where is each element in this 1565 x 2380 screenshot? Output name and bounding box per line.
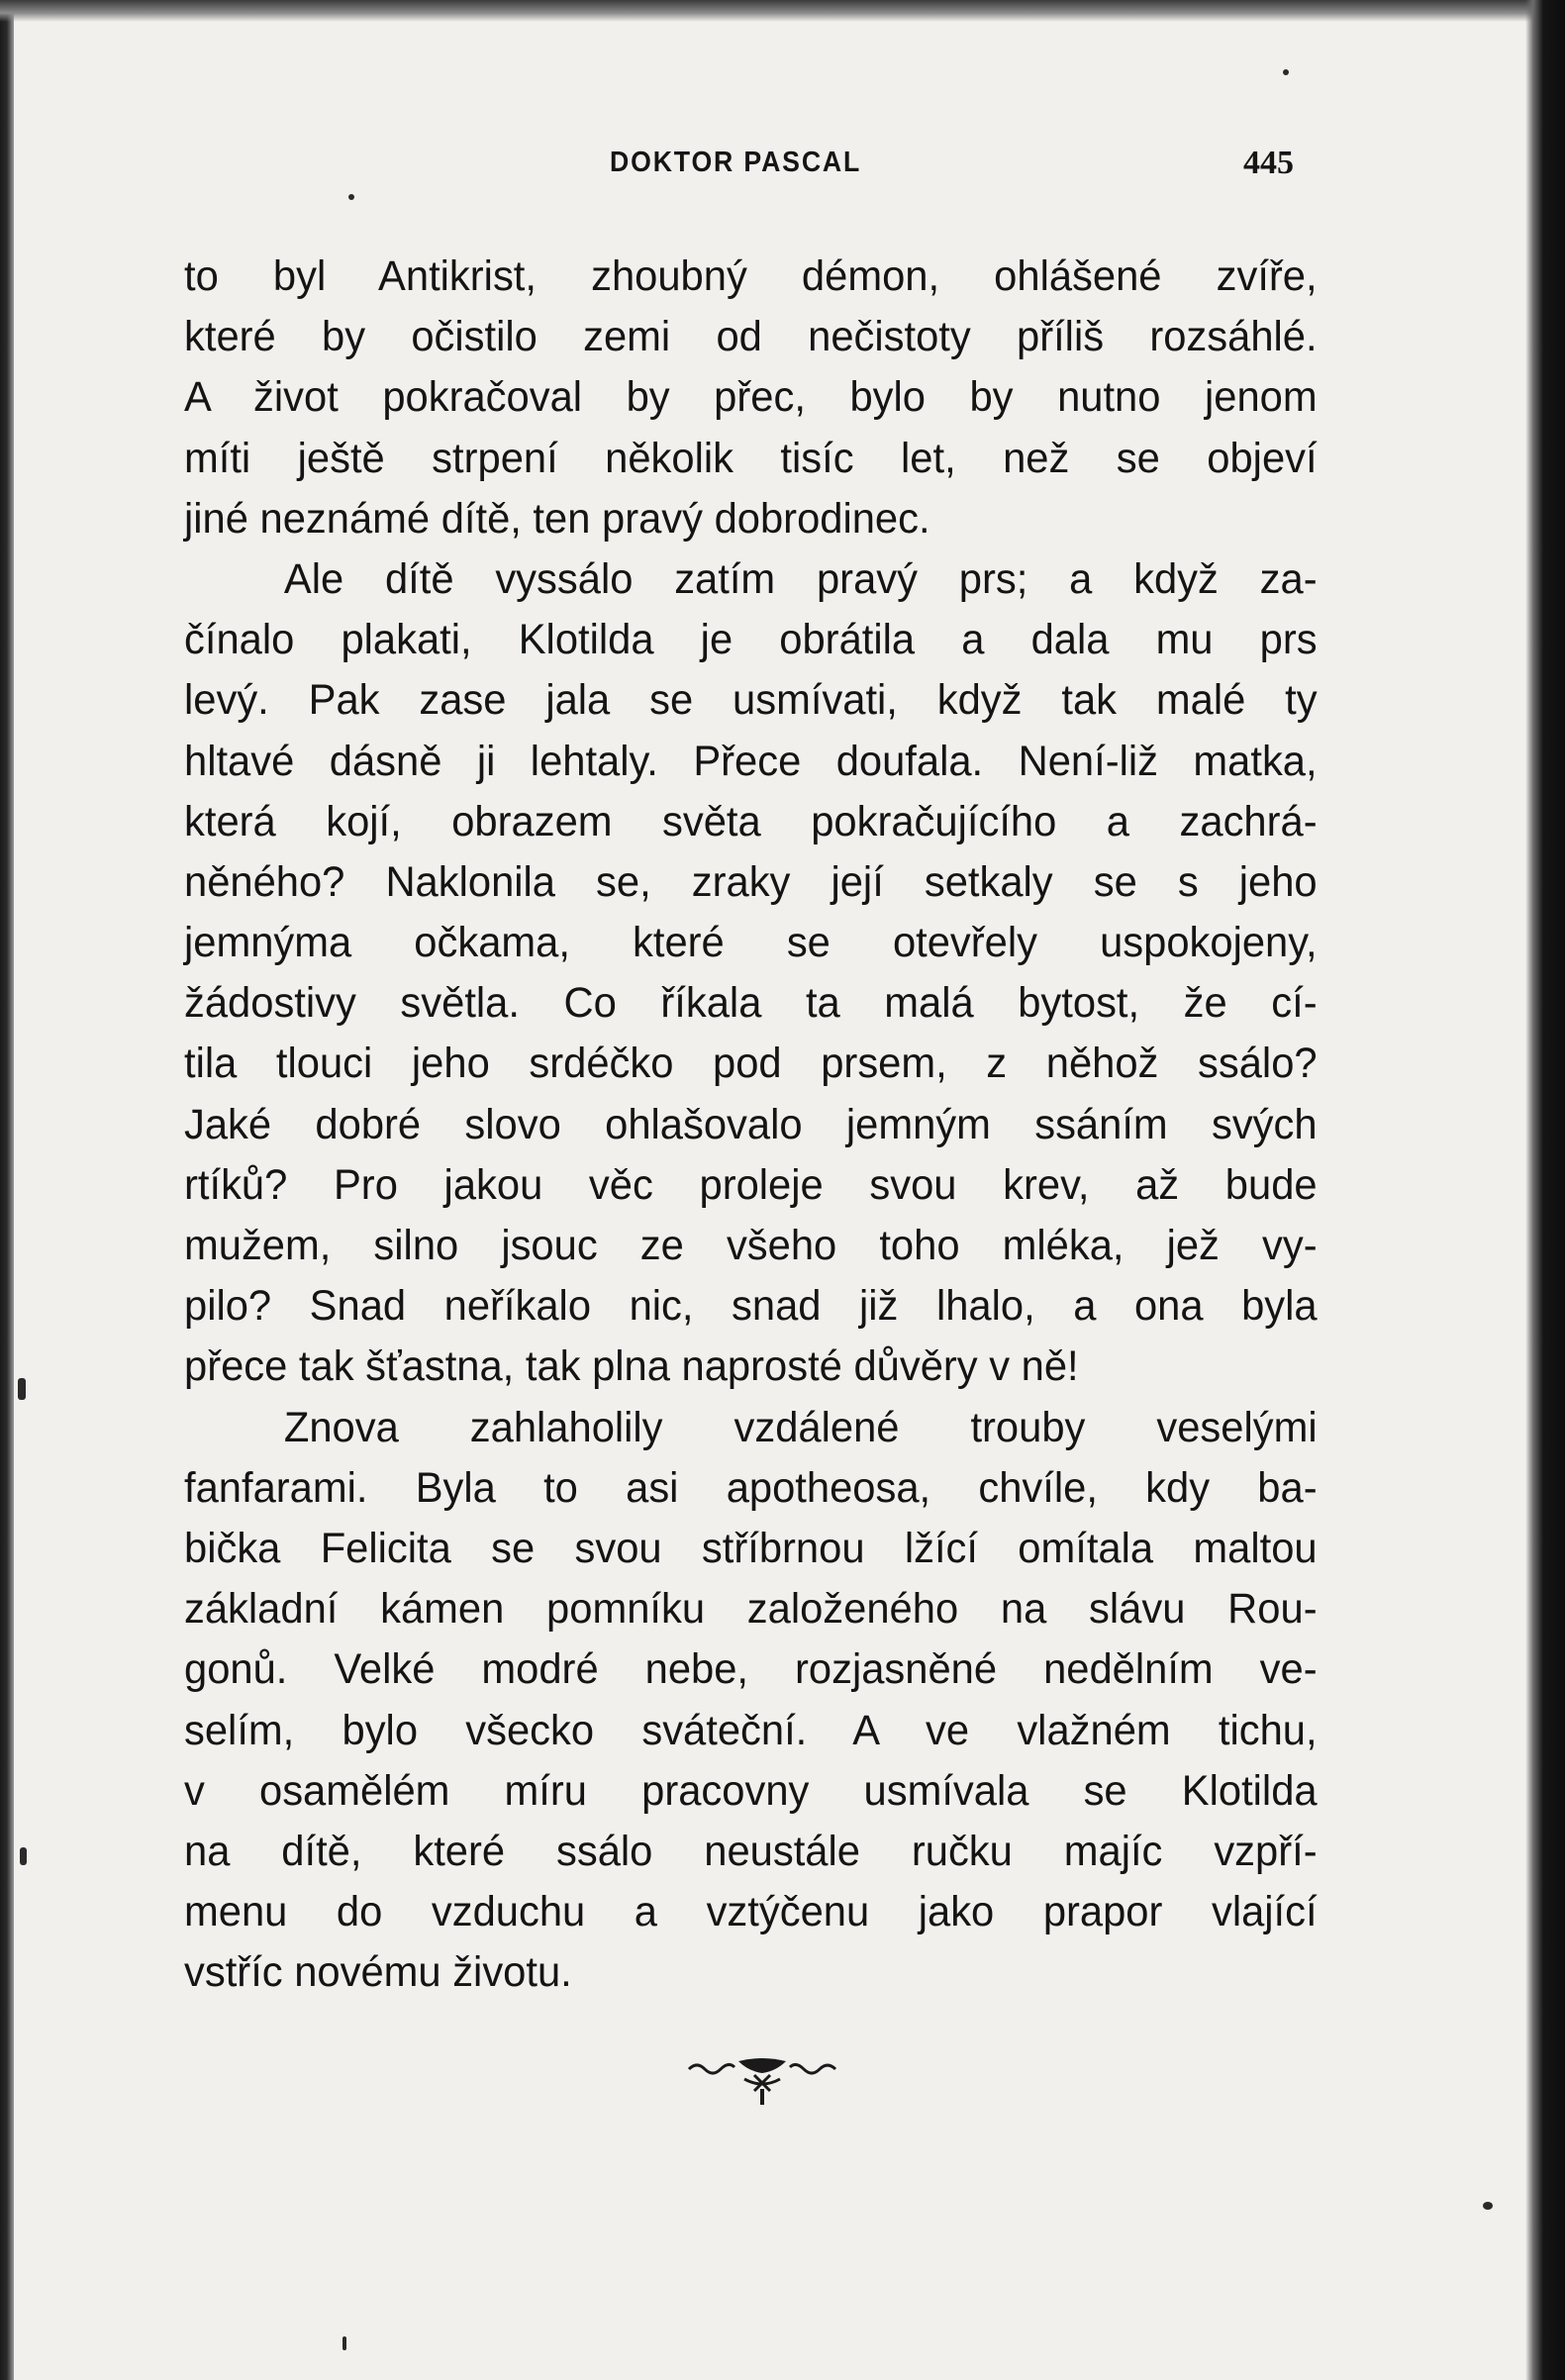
tailpiece-ornament-icon <box>683 2039 841 2109</box>
text-line: Jaké dobré slovo ohlašovalo jemným ssáním svých <box>184 1100 1318 1148</box>
text-line: mužem, silno jsouc ze všeho toho mléka, jež vy- <box>184 1222 1318 1269</box>
text-line: základní kámen pomníku založeného na slávu Rou- <box>184 1585 1318 1634</box>
scan-edge-right <box>1525 0 1565 2380</box>
text-line: přece tak šťastna, tak plna naprosté důvěry v ně! <box>184 1342 1079 1391</box>
scan-speck <box>348 194 354 200</box>
text-line: které by očistilo zemi od nečistoty příliš rozsáhlé. <box>184 313 1318 361</box>
text-line: hltavé dásně ji lehtaly. Přece doufala. Není-liž matka, <box>184 737 1318 785</box>
text-line: čínalo plakati, Klotilda je obrátila a dala mu prs <box>184 616 1318 664</box>
text-line: rtíků? Pro jakou věc proleje svou krev, až bude <box>184 1160 1318 1209</box>
scan-speck <box>342 2336 346 2350</box>
scan-speck <box>1483 2202 1493 2210</box>
text-line: na dítě, které ssálo neustále ručku majíc vzpří- <box>184 1827 1318 1875</box>
scan-edge-left <box>0 0 14 2380</box>
scan-speck <box>1283 69 1289 75</box>
running-title: DOKTOR PASCAL <box>610 147 862 178</box>
page-number: 445 <box>1243 145 1294 181</box>
text-line: Ale dítě vyssálo zatím pravý prs; a když za- <box>283 554 1318 603</box>
text-line: Znova zahlaholily vzdálené trouby veselými <box>283 1403 1318 1451</box>
scan-speck <box>18 1378 26 1400</box>
text-line: to byl Antikrist, zhoubný démon, ohlášené zvíře, <box>184 252 1318 300</box>
text-line: něného? Naklonila se, zraky její setkaly se s jeho <box>184 857 1318 906</box>
text-line: míti ještě strpení několik tisíc let, než se objeví <box>184 434 1318 482</box>
text-line: tila tlouci jeho srdéčko pod prsem, z něhož ssálo? <box>184 1040 1318 1088</box>
text-line: pilo? Snad neříkalo nic, snad již lhalo, a ona byla <box>184 1282 1318 1331</box>
scan-speck <box>20 1847 27 1865</box>
text-line: jemnýma očkama, které se otevřely uspokojeny, <box>184 919 1318 967</box>
text-line: bička Felicita se svou stříbrnou lžící omítala maltou <box>184 1524 1318 1572</box>
text-line: selím, bylo všecko sváteční. A ve vlažném tichu, <box>184 1706 1318 1754</box>
text-line: menu do vzduchu a vztýčenu jako prapor vlající <box>184 1888 1318 1936</box>
text-line: jiné neznámé dítě, ten pravý dobrodinec. <box>184 494 930 543</box>
text-line: která kojí, obrazem světa pokračujícího a zachrá- <box>184 797 1318 845</box>
scan-edge-top <box>0 0 1565 22</box>
running-header <box>0 147 1565 196</box>
text-line: gonů. Velké modré nebe, rozjasněné nedělním ve- <box>184 1645 1318 1694</box>
text-line: fanfarami. Byla to asi apotheosa, chvíle, kdy ba- <box>184 1463 1318 1512</box>
text-line: žádostivy světla. Co říkala ta malá bytost, že cí- <box>184 979 1318 1028</box>
text-line: A život pokračoval by přec, bylo by nutno jenom <box>184 373 1318 422</box>
text-line: vstříc novému životu. <box>184 1948 572 1997</box>
text-line: v osamělém míru pracovny usmívala se Klotilda <box>184 1766 1318 1815</box>
body-text <box>184 247 1317 2003</box>
text-line: levý. Pak zase jala se usmívati, když tak malé ty <box>184 676 1318 725</box>
